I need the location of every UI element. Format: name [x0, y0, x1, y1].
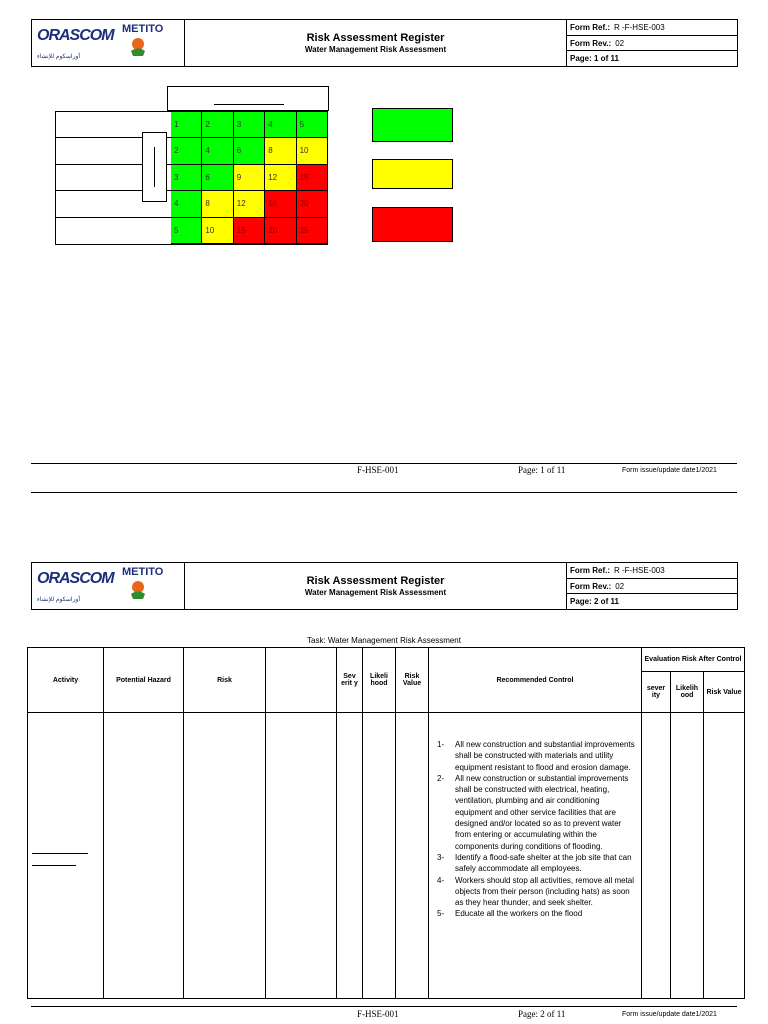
matrix-cell: 20 [265, 218, 296, 244]
likelihood-cell [363, 713, 396, 999]
control-text: Identify a flood-safe shelter at the job site that can safely accommodate all employees. [455, 852, 632, 874]
page2-footer-line [31, 1006, 737, 1007]
footer-form-code: F-HSE-001 [357, 465, 399, 475]
header-title-area [185, 563, 567, 609]
matrix-cell: 10 [202, 218, 233, 244]
page-separator-line [31, 492, 737, 493]
footer-page-number: Page: 1 of 11 [518, 465, 566, 475]
footer-issue-date: Form issue/update date1/2021 [622, 467, 717, 474]
control-item [437, 852, 637, 875]
matrix-cell: 12 [265, 165, 296, 191]
control-item [437, 875, 637, 909]
control-number: 1- [437, 740, 445, 749]
matrix-grid [171, 112, 328, 244]
col-potential-hazard: Potential Hazard [104, 648, 184, 713]
orascom-arabic-text: أوراسكوم للإنشاء [37, 54, 81, 60]
matrix-cell: 8 [202, 191, 233, 217]
col-risk: Risk [184, 648, 266, 713]
col-recommended-control: Recommended Control [429, 648, 642, 713]
matrix-cell: 1 [171, 112, 202, 138]
matrix-title-line [214, 104, 284, 105]
matrix-title-box [167, 86, 329, 111]
document-subtitle: Water Management Risk Assessment [304, 588, 447, 597]
activity-cell [28, 713, 104, 999]
matrix-cell: 15 [297, 165, 328, 191]
row-label [56, 218, 171, 244]
control-number: 2- [437, 773, 445, 783]
matrix-cell: 2 [202, 112, 233, 138]
recommended-control-cell [429, 713, 642, 999]
risk-cell [184, 713, 266, 999]
document-subtitle: Water Management Risk Assessment [304, 45, 447, 54]
footer-issue-date: Form issue/update date1/2021 [622, 1011, 717, 1018]
logo-area [32, 20, 185, 66]
control-text: Educate all the workers on the flood [455, 909, 583, 919]
form-rev-row: Form Rev.: 02 [567, 579, 737, 595]
matrix-cell: 15 [234, 218, 265, 244]
matrix-cell: 2 [171, 138, 202, 164]
orascom-logo: ORASCOM [37, 570, 114, 587]
metito-logo: METITO [122, 566, 164, 578]
orascom-arabic-text: أوراسكوم للإنشاء [37, 597, 81, 603]
matrix-cell: 4 [202, 138, 233, 164]
eval-risk-value-cell [704, 713, 745, 999]
document-title: Risk Assessment Register [306, 32, 445, 44]
page-number-row: Page: 2 of 11 [570, 597, 619, 607]
page1-footer-line [31, 463, 737, 464]
control-text: All new construction and substantial improvements shall be constructed with materials and utility equipment resistant to flood and erosion damage. [455, 740, 635, 772]
severity-cell [337, 713, 363, 999]
control-item [437, 773, 637, 852]
col-severity: Sev erit y [337, 648, 363, 713]
col-blank [266, 648, 337, 713]
metito-logo: METITO [122, 23, 164, 35]
matrix-cell: 3 [171, 165, 202, 191]
orascom-logo: ORASCOM [37, 27, 114, 44]
footer-page-number: Page: 2 of 11 [518, 1009, 566, 1019]
form-meta [567, 20, 737, 66]
matrix-cell: 20 [297, 191, 328, 217]
page1-header [31, 19, 738, 67]
col-risk-value: Risk Value [396, 648, 429, 713]
hazard-cell [104, 713, 184, 999]
logo-area [32, 563, 185, 609]
matrix-cell: 5 [171, 218, 202, 244]
control-text: Workers should stop all activities, remove all metal objects from their person (including hats) as soon as they hear thunder, and seek shelter. [455, 875, 635, 908]
col-evaluation-after-control: Evaluation Risk After Control [642, 648, 745, 672]
control-number: 5- [437, 909, 445, 919]
eval-likelihood-cell [671, 713, 704, 999]
form-ref-row: Form Ref.: R -F-HSE-003 [567, 563, 737, 579]
matrix-cell: 6 [234, 138, 265, 164]
matrix-cell: 16 [265, 191, 296, 217]
task-title: Task: Water Management Risk Assessment [307, 636, 461, 645]
matrix-cell: 12 [234, 191, 265, 217]
legend-yellow [372, 159, 453, 189]
table-row [28, 713, 745, 999]
matrix-cell: 9 [234, 165, 265, 191]
blank-cell [266, 713, 337, 999]
matrix-cell: 8 [265, 138, 296, 164]
legend-red [372, 207, 453, 242]
col-eval-risk-value: Risk Value [704, 672, 745, 713]
matrix-cell: 6 [202, 165, 233, 191]
metito-emblem-icon [128, 578, 148, 600]
matrix-cell: 5 [297, 112, 328, 138]
control-number: 3- [437, 852, 445, 862]
col-likelihood: Likeli hood [363, 648, 396, 713]
matrix-vertical-label-box [142, 132, 167, 202]
document-title: Risk Assessment Register [306, 575, 445, 587]
form-meta [567, 563, 737, 609]
risk-matrix [55, 111, 328, 245]
control-item [437, 908, 637, 919]
control-item [437, 739, 637, 773]
page-number-row: Page: 1 of 11 [570, 54, 619, 64]
eval-severity-cell [642, 713, 671, 999]
control-text: All new construction or substantial improvements shall be constructed with electrical, heating, ventilation, plumbing and air conditioning equipment and other service facilities that are designed and/or located so as to prevent water from entering or accumulating within the components during conditions of flooding. [455, 773, 629, 851]
header-title-area [185, 20, 567, 66]
col-eval-likelihood: Likelih ood [671, 672, 704, 713]
matrix-cell: 10 [297, 138, 328, 164]
matrix-cell: 4 [265, 112, 296, 138]
footer-form-code: F-HSE-001 [357, 1009, 399, 1019]
risk-assessment-table [27, 647, 745, 999]
page2-header [31, 562, 738, 610]
matrix-cell: 25 [297, 218, 328, 244]
metito-emblem-icon [128, 35, 148, 57]
control-list [437, 739, 637, 920]
col-activity: Activity [28, 648, 104, 713]
form-rev-row: Form Rev.: 02 [567, 36, 737, 52]
risk-value-cell [396, 713, 429, 999]
matrix-cell: 4 [171, 191, 202, 217]
legend-green [372, 108, 453, 142]
col-eval-severity: sever ity [642, 672, 671, 713]
form-ref-row: Form Ref.: R -F-HSE-003 [567, 20, 737, 36]
control-number: 4- [437, 875, 445, 885]
matrix-cell: 3 [234, 112, 265, 138]
